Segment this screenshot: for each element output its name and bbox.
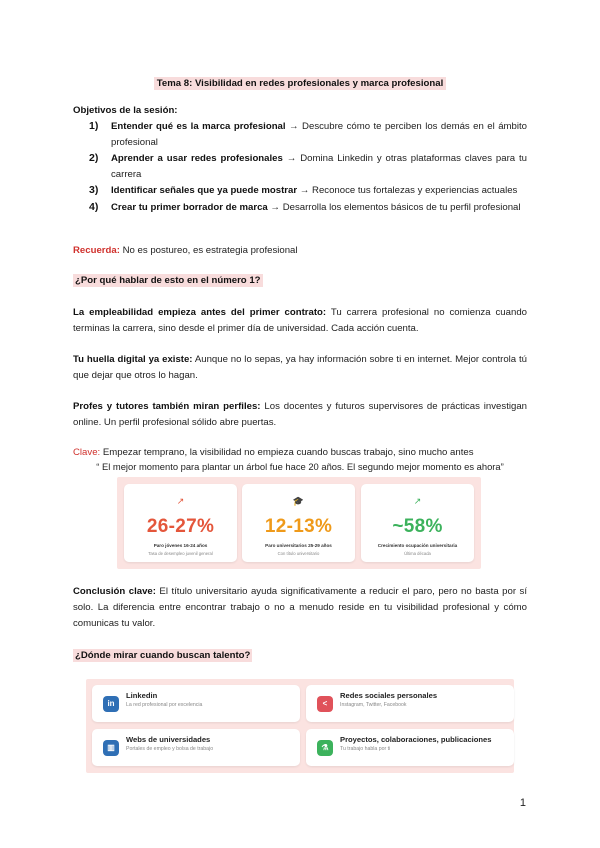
- stat-card-youth-unemployment: [124, 484, 237, 562]
- channels-panel: [86, 679, 514, 773]
- paragraph-teachers: [73, 399, 527, 431]
- title-wrap: [0, 73, 600, 91]
- flask-icon: ⚗: [317, 740, 333, 756]
- stat-sub: Última década: [404, 551, 431, 556]
- stat-value: 12-13%: [264, 516, 333, 537]
- key-text: Empezar temprano, la visibilidad no empieza cuando buscas trabajo, sino mucho antes: [100, 447, 474, 458]
- stat-sub: Con título universitario: [277, 551, 320, 556]
- channel-name: Webs de universidades: [126, 735, 211, 744]
- paragraph-employability: [73, 305, 527, 337]
- where-heading-text: ¿Dónde mirar cuando buscan talento?: [75, 650, 251, 661]
- remember-label: Recuerda:: [73, 245, 120, 256]
- objective-description: → Reconoce tus fortalezas y experiencias actuales: [297, 185, 518, 196]
- objective-number: 2): [89, 152, 99, 164]
- stat-card-occupation-growth: [361, 484, 474, 562]
- objective-number: 3): [89, 184, 99, 196]
- channel-description: Portales de empleo y bolsa de trabajo: [126, 746, 214, 752]
- objective-item: [73, 151, 527, 182]
- remember-text: No es postureo, es estrategia profesional: [119, 245, 298, 256]
- objective-number: 1): [89, 120, 99, 132]
- channel-name: Redes sociales personales: [340, 691, 438, 700]
- objective-number: 4): [89, 200, 99, 213]
- objective-item: [73, 200, 527, 216]
- page-title: Tema 8: Visibilidad en redes profesionales y marca profesional: [154, 77, 447, 90]
- objective-title: Aprender a usar redes profesionales: [111, 153, 283, 164]
- paragraph-title: Profes y tutores también miran perfiles:: [73, 401, 261, 412]
- objective-title: Crear tu primer borrador de marca: [111, 201, 268, 213]
- why-heading: [73, 273, 527, 289]
- conclusion-paragraph: [73, 584, 527, 632]
- trend-up-icon: ↗: [176, 496, 185, 506]
- university-icon: ▥: [103, 740, 119, 756]
- channel-name: Proyectos, colaboraciones, publicaciones: [340, 735, 492, 744]
- stat-sub: Tasa de desempleo juvenil general: [148, 551, 213, 556]
- paragraph-body: Tu carrera profesional no comienza cuando terminas la carrera, sino desde el primer día de universidad. Cada acción cuenta.: [73, 307, 527, 334]
- stat-card-graduate-unemployment: [242, 484, 355, 562]
- key-label: Clave:: [73, 447, 101, 458]
- channel-description: La red profesional por excelencia: [126, 702, 203, 708]
- why-heading-text: ¿Por qué hablar de esto en el número 1?: [75, 275, 261, 286]
- channel-card-social: [306, 685, 514, 722]
- stat-label: Paro universitarios 25-29 años: [265, 543, 332, 548]
- channel-card-linkedin: [92, 685, 300, 722]
- quote: “ El mejor momento para plantar un árbol fue hace 20 años. El segundo mejor momento es ahora”: [96, 461, 504, 472]
- where-heading: [73, 648, 527, 664]
- objectives-list: [73, 119, 527, 216]
- stat-value: 26-27%: [146, 516, 215, 537]
- objective-item: [73, 183, 527, 199]
- objectives-heading: [73, 103, 527, 119]
- conclusion-title: Conclusión clave:: [73, 586, 156, 597]
- linkedin-icon: in: [103, 696, 119, 712]
- paragraph-digital-footprint: [73, 352, 527, 384]
- stat-value: ~58%: [392, 516, 443, 537]
- channel-description: Tu trabajo habla por ti: [340, 746, 391, 752]
- paragraph-body: Los docentes y futuros supervisores de prácticas investigan online. Un perfil profesional sólido abre puertas.: [73, 401, 527, 428]
- objective-description: → Descubre cómo te perciben los demás en el ámbito profesional: [111, 121, 527, 148]
- growth-arrow-icon: ↗: [413, 496, 422, 506]
- graduation-cap-icon: 🎓: [292, 496, 305, 506]
- page-number: 1: [519, 797, 526, 809]
- channel-card-projects: [306, 729, 514, 766]
- channel-description: Instagram, Twitter, Facebook: [340, 702, 407, 708]
- channel-card-universities: [92, 729, 300, 766]
- stat-label: Paro jóvenes 16-24 años: [153, 543, 208, 548]
- objectives-heading-text: Objetivos de la sesión:: [73, 105, 178, 116]
- objective-title: Identificar señales que ya puede mostrar: [111, 185, 298, 196]
- remember-line: [73, 243, 527, 259]
- stats-panel: [117, 477, 481, 569]
- paragraph-title: La empleabilidad empieza antes del primer contrato:: [73, 307, 327, 318]
- stat-label: Crecimiento ocupación universitaria: [377, 543, 458, 548]
- paragraph-body: Aunque no lo sepas, ya hay información sobre ti en internet. Mejor controla tú que dejar que otros lo hagan.: [73, 354, 527, 381]
- share-icon: <: [317, 696, 333, 712]
- objective-description: → Domina Linkedin y otras plataformas claves para tu carrera: [111, 153, 527, 180]
- key-line: [73, 445, 527, 461]
- objective-title: Entender qué es la marca profesional: [111, 121, 286, 132]
- objective-description: → Desarrolla los elementos básicos de tu perfil profesional: [267, 201, 521, 213]
- paragraph-title: Tu huella digital ya existe:: [73, 354, 193, 365]
- conclusion-body: El título universitario ayuda significativamente a reducir el paro, pero no basta por sí solo. La diferencia entre encontrar trabajo o no a menudo reside en tu visibilidad profesional y cómo comunicas tu valor.: [73, 586, 527, 629]
- channel-name: Linkedin: [126, 691, 158, 700]
- objective-item: [73, 119, 527, 150]
